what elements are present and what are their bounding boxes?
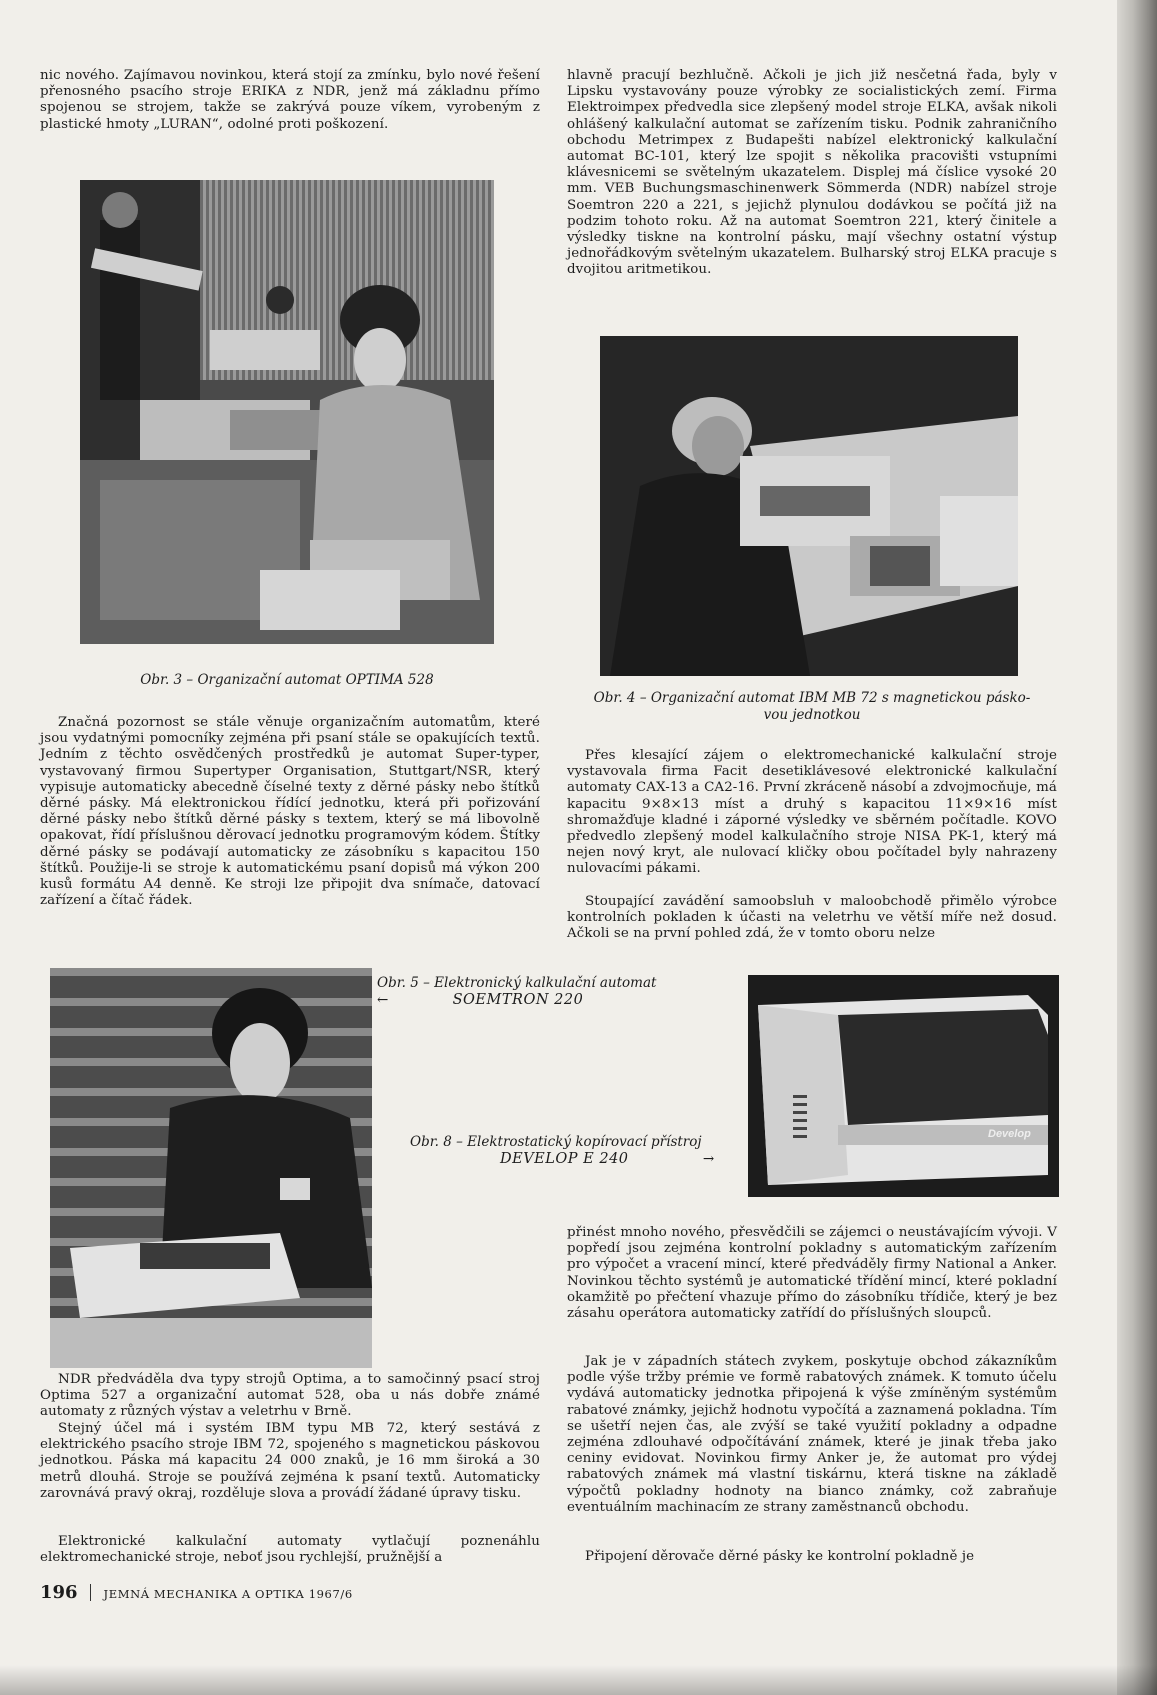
paragraph-left-bottom-3: Elektronické kalkulační automaty vytlačují poznenáhlu elektromechanické stroje, neboť jsou rychlejší, pružnější a [40, 1534, 540, 1566]
paragraph-left-bottom-2: Stejný účel má i systém IBM typu MB 72, který sestává z elektrického psacího stroje IBM 72, spojeného s magnetickou páskovou jednotkou. Páska má kapacitu 24 000 znaků, je 16 mm široká a 30 metrů dlouhá. Stroje se používá zejména k psaní textů. Automaticky zarovnává pravý okraj, rozděluje slova a provádí žádané úpravy tisku. [40, 1421, 540, 1501]
page-number: 196 [40, 1582, 78, 1603]
caption-fig4-line1: Obr. 4 – Organizační automat IBM MB 72 s magnetickou pásko- [593, 690, 1031, 706]
photo-develop-e240 [748, 975, 1059, 1197]
caption-fig5 [372, 975, 702, 1009]
caption-fig8 [400, 1134, 740, 1168]
page-footer [40, 1582, 353, 1603]
paragraph-right-mid-2: Stoupající zavádění samoobsluh v maloobchodě přimělo výrobce kontrolních pokladen k účasti na veletrhu ve větší míře než dosud. Ačkoli se na první pohled zdá, že v tomto oboru nelze [567, 894, 1057, 942]
caption-fig4-line2: vou jednotkou [763, 707, 861, 723]
journal-name: JEMNÁ MECHANIKA A OPTIKA 1967/6 [103, 1587, 353, 1601]
caption-fig5-line2: SOEMTRON 220 [452, 992, 584, 1008]
caption-fig8-line1: Obr. 8 – Elektrostatický kopírovací přístroj [410, 1134, 702, 1150]
caption-fig3: Obr. 3 – Organizační automat OPTIMA 528 [140, 672, 434, 688]
paragraph-right-bottom-1: přinést mnoho nového, přesvědčili se zájemci o neustávajícím vývoji. V popředí jsou zejména kontrolní pokladny s automatickým zařízením pro výpočet a vracení mincí, které předváděly firmy National a Anker. Novinkou těchto systémů je automatické třídění mincí, které pokladní okamžitě po přečtení vhazuje přímo do zásobníku třídiče, který je bez zásahu operátora automaticky zatřídí do příslušných sloupců. [567, 1225, 1057, 1322]
paragraph-right-top: hlavně pracují bezhlučně. Ačkoli je jich již nesčetná řada, byly v Lipsku vystavovány pouze výrobky ze socialistických zemí. Firma Elektroimpex předvedla sice zlepšený model stroje ELKA, avšak nikoli ohlášený kalkulační automat se zařízením tisku. Podnik zahraničního obchodu Metrimpex z Budapešti nabízel elektronický kalkulační automat BC-101, který lze spojit s několika pracovišti vstupními klávesnicemi se světelným ukazatelem. Displej má číslice vysoké 20 mm. VEB Buchungsmaschinenwerk Sömmerda (NDR) nabízel stroje Soemtron 220 a 221, s jejichž plynulou dodávkou se počítá již na podzim tohoto roku. Až na automat Soemtron 221, který činitele a výsledky tiskne na kontrolní pásku, mají všechny ostatní výstup jednořádkovým světelným ukazatelem. Bulharský stroj ELKA pracuje s dvojitou aritmetikou. [567, 68, 1057, 278]
photo-soemtron-220 [50, 968, 372, 1368]
caption-fig5-line1: Obr. 5 – Elektronický kalkulační automat [377, 975, 657, 991]
paragraph-left-mid: Značná pozornost se stále věnuje organizačním automatům, které jsou vydatnými pomocníky zejména při psaní stále se opakujících textů. Jedním z těchto osvědčených prostředků je automat Super-typer, vystavovaný firmou Supertyper Organisation, Stuttgart/NSR, který vypisuje automaticky abecedně číselné texty z děrné pásky nebo štítků děrné pásky. Má elektronickou řídící jednotku, která při pořizování děrné pásky nebo štítků děrné pásky s textem, který se má libovolně opakovat, řídí příslušnou děrovací jednotku programovým kódem. Štítky děrné pásky se podávají automaticky ze zásobníku s kapacitou 150 štítků. Použije-li se stroje k automatickému psaní dopisů má výkon 200 kusů formátu A4 denně. Ke stroji lze připojit dva snímače, datovací zařízení a čítač řádek. [40, 715, 540, 909]
paragraph-left-top: nic nového. Zajímavou novinkou, která stojí za zmínku, bylo nové řešení přenosného psacího stroje ERIKA z NDR, jenž má základnu přímo spojenou se strojem, takže se zakrývá pouze víkem, vyrobeným z plastické hmoty „LURAN“, odolné proti poškození. [40, 68, 540, 132]
caption-fig8-line2: DEVELOP E 240 [500, 1151, 629, 1167]
paragraph-right-bottom-2: Jak je v západních státech zvykem, poskytuje obchod zákazníkům podle výše tržby prémie ve formě rabatových známek. K tomuto účelu vydává automaticky jednotka připojená k výše zmíněným systémům rabatové známky, jejichž hodnotu vypočítá a zaznamená pokladna. Tím se ušetří nejen čas, ale zvýší se také využití pokladny a odpadne zejména zdlouhavé odpočítávání známek, které je jinak třeba jako ceniny evidovat. Novinkou firmy Anker je, že automat pro výdej rabatových známek má vlastní tiskárnu, která tiskne na základě výpočtů pokladny hodnoty na bianco známky, což zabraňuje eventuálním machinacím ze strany zaměstnanců obchodu. [567, 1354, 1057, 1515]
caption-fig4 [567, 690, 1057, 724]
paragraph-right-bottom-3: Připojení děrovače děrné pásky ke kontrolní pokladně je [585, 1549, 975, 1564]
page-edge-shadow [1117, 0, 1157, 1695]
photo-ibm-mb72 [600, 336, 1018, 676]
caption-fig5-arrow: ← [377, 992, 389, 1008]
paragraph-left-bottom-1: NDR předváděla dva typy strojů Optima, a to samočinný psací stroj Optima 527 a organizační automat 528, oba u nás dobře známé automaty z různých výstav a veletrhu v Brně. [40, 1372, 540, 1420]
develop-brand-label: Develop [988, 1128, 1031, 1140]
paragraph-right-mid-1: Přes klesající zájem o elektromechanické kalkulační stroje vystavovala firma Facit desetiklávesové elektronické kalkulační automaty CAX-13 a CA2-16. První zkráceně násobí a zdvojmocňuje, má kapacitu 9×8×13 míst a druhý s kapacitou 11×9×16 míst shromažďuje kladné i záporné výsledky ve sběrném počítadle. KOVO předvedlo zlepšený model kalkulačního stroje NISA PK-1, který má nejen nový kryt, ale nulovací kličky obou počítadel byly nahrazeny nulovacími pákami. [567, 748, 1057, 877]
photo-optima-528 [80, 180, 494, 644]
footer-separator [90, 1584, 91, 1601]
caption-fig8-arrow: → [702, 1151, 715, 1167]
bottom-shadow [0, 1665, 1157, 1695]
